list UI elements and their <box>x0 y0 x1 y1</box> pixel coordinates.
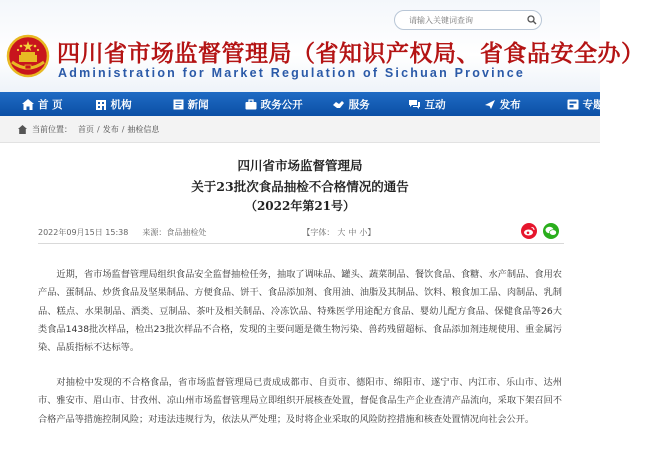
nav-item-home[interactable] <box>22 92 63 116</box>
font-size-small[interactable]: 小 <box>359 228 368 237</box>
breadcrumb-home[interactable]: 首页 <box>78 124 94 134</box>
nav-label-news: 新闻 <box>187 98 209 111</box>
nav-label-organization: 机构 <box>110 98 132 111</box>
breadcrumb-inspection-info[interactable]: 抽检信息 <box>127 124 160 134</box>
share-buttons <box>521 223 559 239</box>
org-title: 四川省市场监督管理局（省知识产权局、省食品安全办） <box>57 41 645 67</box>
nav-item-government-affairs[interactable] <box>245 92 303 116</box>
font-size-label: 【字体： <box>302 228 335 237</box>
nav-label-interaction: 互动 <box>424 98 446 111</box>
weibo-icon <box>523 226 535 236</box>
breadcrumb-prefix: 当前位置： <box>32 124 72 134</box>
nav-item-organization[interactable] <box>95 92 132 116</box>
font-size-close: 】 <box>367 228 376 237</box>
nav-item-interaction[interactable] <box>408 92 446 116</box>
nav-item-service[interactable] <box>332 92 370 116</box>
nav-item-news[interactable] <box>173 92 209 116</box>
nav-label-government-affairs: 政务公开 <box>260 98 303 111</box>
breadcrumb-separator: / <box>97 124 100 134</box>
share-weibo-button[interactable] <box>521 223 537 239</box>
share-wechat-button[interactable] <box>543 223 559 239</box>
national-emblem-icon <box>6 34 50 78</box>
nav-label-home: 首 页 <box>38 98 63 111</box>
search-icon <box>527 15 537 25</box>
site-header <box>0 0 645 92</box>
news-icon <box>173 99 184 110</box>
article-title-line-2: 关于23批次食品抽检不合格情况的通告 <box>191 179 409 194</box>
location-icon <box>18 125 27 134</box>
building-icon <box>95 99 107 110</box>
search-input[interactable] <box>394 10 542 30</box>
home-icon <box>22 99 34 110</box>
nav-item-release[interactable] <box>484 92 521 116</box>
nav-label-service: 服务 <box>348 98 370 111</box>
org-english-name: Administration for Market Regulation of Sichuan Province <box>58 66 525 80</box>
chat-icon <box>408 99 421 110</box>
search-button[interactable] <box>521 10 543 30</box>
briefcase-icon <box>245 99 257 110</box>
wechat-icon <box>545 226 557 236</box>
nav-item-topics[interactable] <box>567 92 604 116</box>
nav-label-release: 发布 <box>499 98 521 111</box>
article-title-line-3: （2022年第21号） <box>244 199 356 213</box>
nav-label-topics: 专题 <box>582 98 604 111</box>
breadcrumb <box>0 116 600 143</box>
main-nav <box>0 92 604 116</box>
article-paragraph-1: 近期，省市场监督管理局组织食品安全监督抽检任务，抽取了调味品、罐头、蔬菜制品、餐饮食品、食糖、水产制品、食用农产品、蛋制品、炒货食品及坚果制品、方便食品、饼干、食品添加剂、食用油、油脂及其制品、饮料、粮食加工品、肉制品、乳制品、糕点、水果制品、酒类、豆制品、茶叶及相关制品、冷冻饮品、特殊医学用途配方食品、婴幼儿配方食品、保健食品等26大类食品1438批次样品，检出23批次样品不合格，发现的主要问题是微生物污染、兽药残留超标、食品添加剂违规使用、重金属污染、品质指标不达标等。 <box>38 269 562 354</box>
article-paragraph-2: 对抽检中发现的不合格食品，省市场监督管理局已责成成都市、自贡市、德阳市、绵阳市、遂宁市、内江市、乐山市、达州市、雅安市、眉山市、甘孜州、凉山州市场监督管理局立即组织开展核查处置，督促食品生产企业查清产品流向，采取下架召回不合格产品等措施控制风险；对违法违规行为，依法从严处理；及时将企业采取的风险防控措施和核查处置情况向社会公开。 <box>38 377 562 425</box>
font-size-medium[interactable]: 中 <box>348 228 357 237</box>
breadcrumb-separator: / <box>121 124 125 134</box>
publish-date: 2022年09月15日 15:38 <box>38 228 129 237</box>
article-title-line-1: 四川省市场监督管理局 <box>237 158 363 173</box>
release-icon <box>484 99 496 110</box>
service-icon <box>332 99 345 110</box>
article-source: 来源：食品抽检处 <box>142 228 207 237</box>
breadcrumb-release[interactable]: 发布 <box>102 124 119 134</box>
font-size-large[interactable]: 大 <box>337 228 346 237</box>
article-meta <box>38 222 564 244</box>
topic-icon <box>567 99 579 110</box>
